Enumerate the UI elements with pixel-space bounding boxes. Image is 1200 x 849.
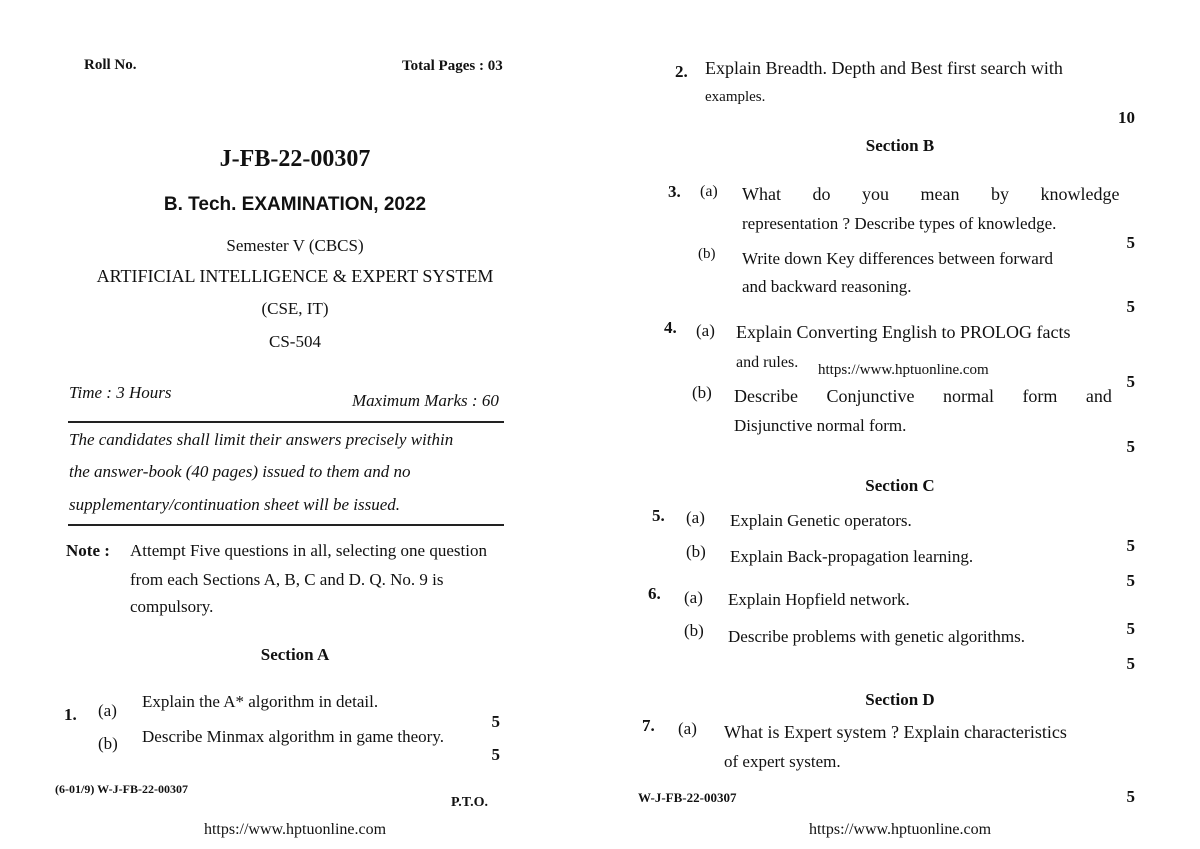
q5b-text: Explain Back-propagation learning. [730, 547, 974, 566]
q3-number: 3. [668, 182, 681, 201]
q3b-label: (b) [698, 246, 716, 262]
q5a-text: Explain Genetic operators. [730, 511, 912, 530]
q4b-marks: 5 [1126, 437, 1135, 456]
pto: P.T.O. [451, 795, 488, 810]
branch: (CSE, IT) [261, 299, 329, 318]
left-footer-url: https://www.hptuonline.com [203, 821, 387, 838]
q4b-line-1: Describe Conjunctive normal form and [734, 386, 1112, 406]
section-b-heading: Section B [865, 136, 935, 155]
section-c-heading: Section C [865, 476, 935, 495]
section-d-heading: Section D [865, 690, 935, 709]
left-footer-code: (6-01/9) W-J-FB-22-00307 [55, 782, 188, 796]
instruction-line-1: The candidates shall limit their answers precisely within [69, 430, 454, 449]
q3b-line-1: Write down Key differences between forward [742, 249, 1054, 268]
q2-line-2: examples. [705, 89, 766, 105]
q7a-line-1: What is Expert system ? Explain characteristics [724, 722, 1067, 742]
q7a-line-2: of expert system. [724, 752, 841, 771]
q2-marks: 10 [1118, 108, 1135, 127]
q1b-text: Describe Minmax algorithm in game theory. [142, 727, 444, 746]
total-pages: Total Pages : 03 [402, 58, 503, 74]
note-label: Note : [66, 541, 110, 560]
q7-number: 7. [642, 716, 655, 735]
divider-top [68, 421, 504, 423]
semester: Semester V (CBCS) [226, 236, 364, 255]
note-line-3: compulsory. [130, 597, 214, 616]
instruction-line-3: supplementary/continuation sheet will be issued. [69, 495, 400, 514]
maximum-marks: Maximum Marks : 60 [352, 391, 499, 410]
q3a-marks: 5 [1126, 233, 1135, 252]
roll-no-label: Roll No. [84, 57, 137, 73]
time-allowed: Time : 3 Hours [69, 383, 172, 402]
q6b-label: (b) [684, 621, 704, 640]
q3a-line-1: What do you mean by knowledge [742, 184, 1120, 204]
q4b-label: (b) [692, 383, 712, 402]
q6b-marks: 5 [1126, 654, 1135, 673]
q6b-text: Describe problems with genetic algorithms. [728, 627, 1025, 646]
q7a-label: (a) [678, 719, 697, 738]
q5-number: 5. [652, 506, 665, 525]
q3b-marks: 5 [1126, 297, 1135, 316]
q6a-text: Explain Hopfield network. [728, 590, 910, 609]
q2-number: 2. [675, 62, 688, 81]
q1a-label: (a) [98, 701, 117, 720]
divider-bottom [68, 524, 504, 526]
q2-line-1: Explain Breadth. Depth and Best first search with [705, 58, 1063, 78]
right-footer-code: W-J-FB-22-00307 [638, 790, 737, 805]
q1b-marks: 5 [491, 745, 500, 764]
q1a-text: Explain the A* algorithm in detail. [142, 692, 379, 711]
left-page [0, 0, 590, 849]
q4-number: 4. [664, 318, 677, 337]
q1a-marks: 5 [491, 712, 500, 731]
note-line-2: from each Sections A, B, C and D. Q. No. 9 is [130, 570, 444, 589]
q6-number: 6. [648, 584, 661, 603]
q5b-marks: 5 [1126, 571, 1135, 590]
q3b-line-2: and backward reasoning. [742, 277, 912, 296]
section-a-heading: Section A [260, 645, 330, 664]
right-footer-url: https://www.hptuonline.com [808, 821, 992, 838]
q6a-label: (a) [684, 588, 703, 607]
exam-title: B. Tech. EXAMINATION, 2022 [163, 194, 427, 215]
q4a-line-2: and rules. [736, 354, 799, 371]
subject-title: ARTIFICIAL INTELLIGENCE & EXPERT SYSTEM [96, 266, 494, 286]
q4a-marks: 5 [1126, 372, 1135, 391]
paper-code: J-FB-22-00307 [219, 146, 371, 172]
instruction-line-2: the answer-book (40 pages) issued to them and no [69, 462, 411, 481]
q4a-line-1: Explain Converting English to PROLOG facts [736, 322, 1071, 342]
course-code: CS-504 [269, 332, 321, 351]
q1b-label: (b) [98, 734, 118, 753]
q5a-label: (a) [686, 508, 705, 527]
q5a-marks: 5 [1126, 536, 1135, 555]
q3a-label: (a) [700, 183, 718, 200]
q6a-marks: 5 [1126, 619, 1135, 638]
q4a-url: https://www.hptuonline.com [818, 362, 989, 378]
q4b-line-2: Disjunctive normal form. [734, 416, 907, 435]
q5b-label: (b) [686, 542, 706, 561]
q3a-line-2: representation ? Describe types of knowledge. [742, 214, 1057, 233]
note-line-1: Attempt Five questions in all, selecting one question [130, 541, 487, 560]
q1-number: 1. [64, 705, 77, 724]
q7a-marks: 5 [1126, 787, 1135, 806]
right-page [600, 0, 1200, 849]
q4a-label: (a) [696, 321, 715, 340]
